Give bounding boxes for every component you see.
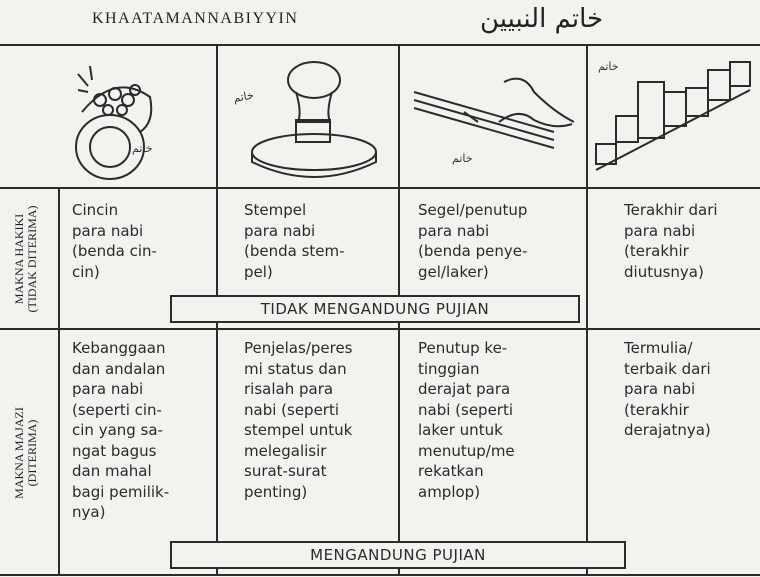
banner-no-praise: TIDAK MENGANDUNG PUJIAN (170, 295, 580, 323)
stamp-arabic-label: خاتم (232, 88, 255, 105)
hakiki-cell-seal: Segel/penutup para nabi (benda penye- gel/laker) (418, 201, 528, 281)
banner-praise: MENGANDUNG PUJIAN (170, 541, 626, 569)
hakiki-row-rule (0, 328, 760, 330)
hakiki-cell-stamp: Stempel para nabi (benda stem- pel) (244, 201, 345, 281)
majazi-cell-ring: Kebanggaan dan andalan para nabi (seperti cin- cin yang sa- ngat bagus dan mahal bagi pemilik- nya) (72, 339, 170, 521)
ring-arabic-label: خاتم (132, 142, 153, 155)
seal-arabic-label: خاتم (452, 152, 473, 165)
stamp-illustration (222, 52, 392, 182)
illustration-row-rule (0, 187, 760, 189)
majazi-cell-seal: Penutup ke- tinggian derajat para nabi (seperti laker untuk menutup/me rekatkan amplop) (418, 339, 515, 501)
hakiki-cell-ring: Cincin para nabi (benda cin- cin) (72, 201, 157, 281)
top-rule (0, 44, 760, 46)
row-label-majazi: MAKNA MAJAZI (DITERIMA) (12, 407, 39, 499)
arabic-title: خاتم النبيين (480, 4, 604, 34)
stairs-arabic-label: خاتم (598, 60, 619, 73)
column-divider-3 (586, 44, 588, 576)
majazi-cell-stamp: Penjelas/peres mi status dan risalah para nabi (seperti stempel untuk melegalisir surat-surat penting) (244, 339, 353, 501)
row-label-hakiki: MAKNA HAKIKI (TIDAK DITERIMA) (12, 205, 39, 313)
ring-illustration (60, 52, 210, 182)
bottom-rule (0, 574, 760, 576)
stairs-illustration (590, 52, 758, 182)
seal-illustration (404, 52, 582, 182)
majazi-cell-last: Termulia/ terbaik dari para nabi (terakhir derajatnya) (624, 339, 711, 439)
label-column-divider (58, 187, 60, 576)
page-title: KHAATAMANNABIYYIN (92, 10, 299, 27)
hakiki-cell-last: Terakhir dari para nabi (terakhir diutusnya) (624, 201, 718, 281)
